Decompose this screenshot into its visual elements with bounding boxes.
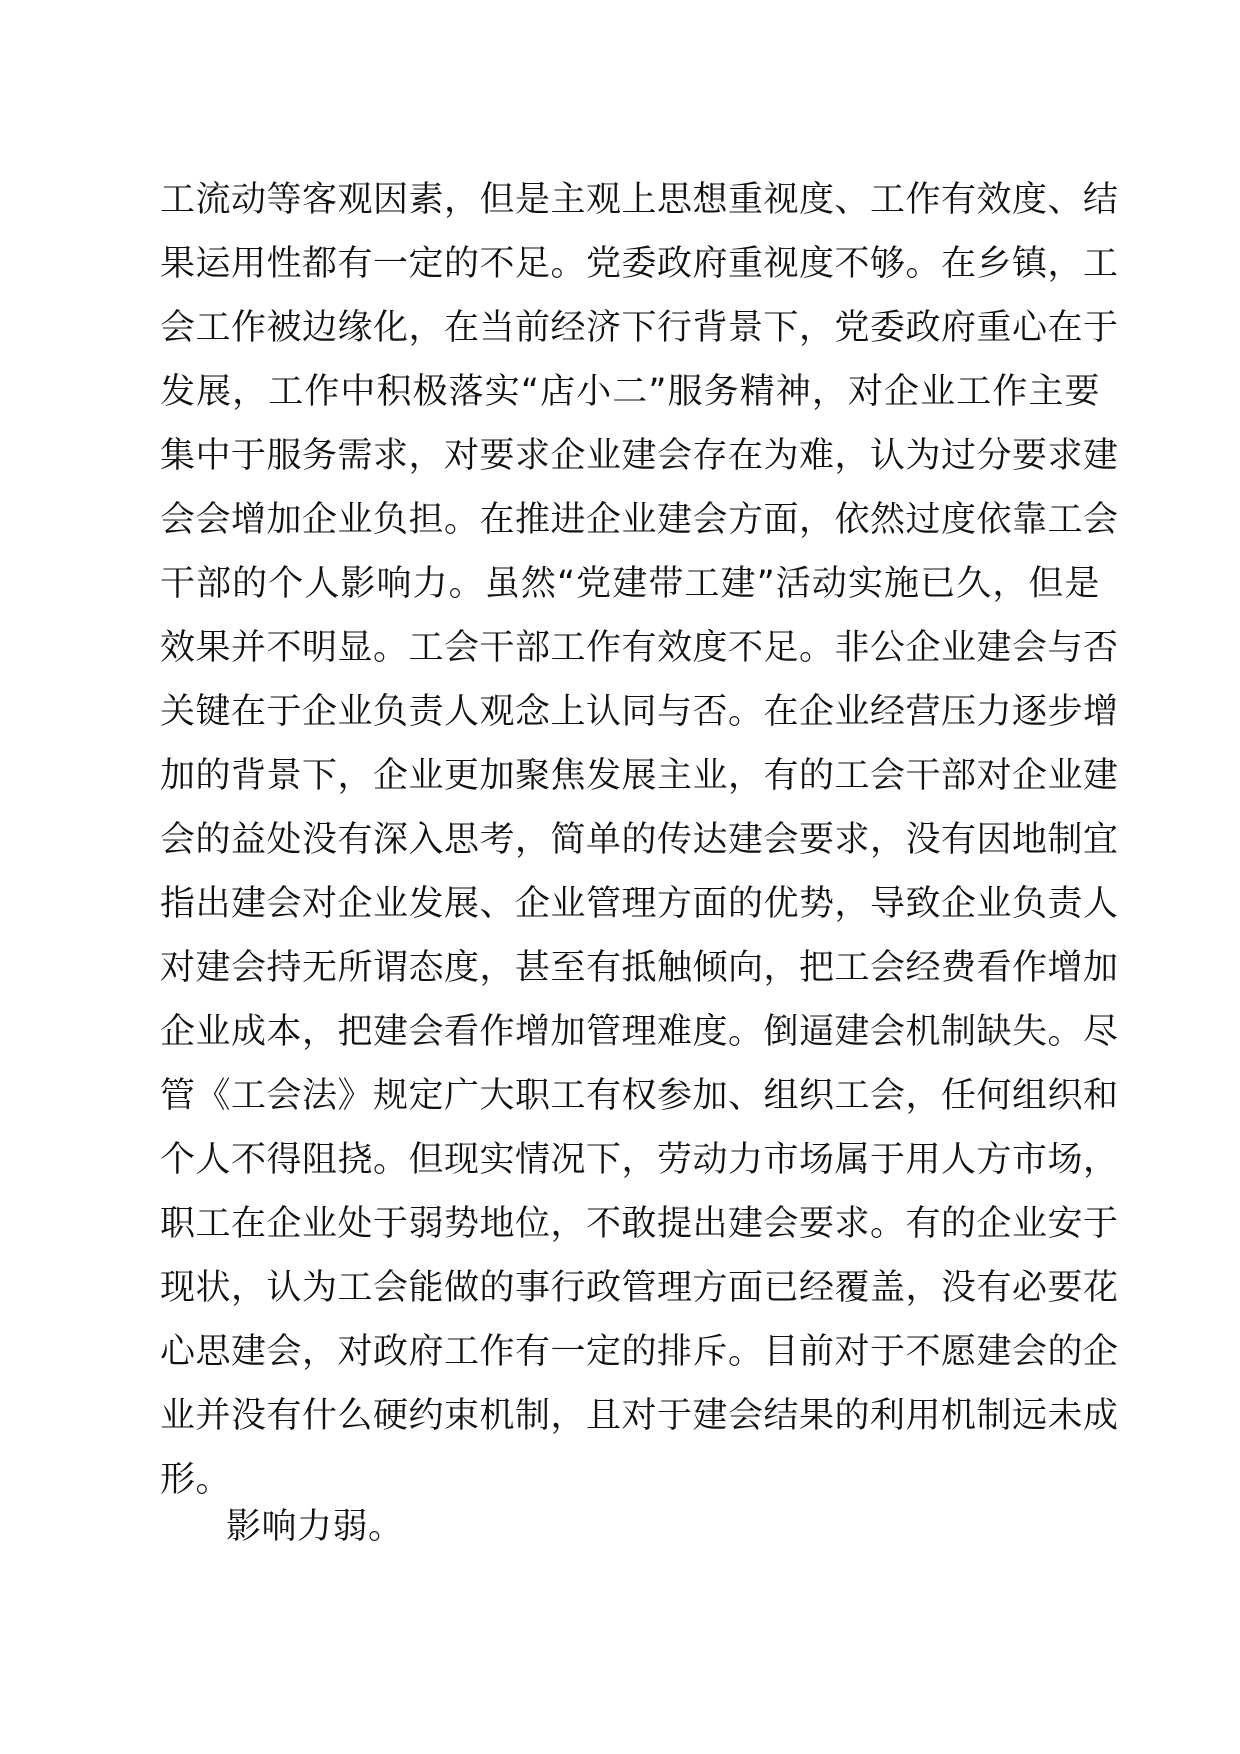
text-line: 个人不得阻挠。但现实情况下，劳动力市场属于用人方市场， bbox=[160, 1140, 1119, 1180]
text-line: 心思建会，对政府工作有一定的排斥。目前对于不愿建会的企 bbox=[160, 1332, 1119, 1372]
body-paragraph bbox=[160, 168, 1119, 1512]
text-line: 工流动等客观因素，但是主观上思想重视度、工作有效度、结 bbox=[160, 180, 1119, 220]
text-line: 业并没有什么硬约束机制，且对于建会结果的利用机制远未成 bbox=[160, 1396, 1119, 1436]
text-line: 企业成本，把建会看作增加管理难度。倒逼建会机制缺失。尽 bbox=[160, 1012, 1119, 1052]
text-line: 干部的个人影响力。虽然“党建带工建”活动实施已久，但是 bbox=[160, 564, 1100, 604]
text-line: 会工作被边缘化，在当前经济下行背景下，党委政府重心在于 bbox=[160, 308, 1119, 348]
text-line: 对建会持无所谓态度，甚至有抵触倾向，把工会经费看作增加 bbox=[160, 948, 1119, 988]
text-line: 形。 bbox=[160, 1460, 232, 1500]
text-line: 加的背景下，企业更加聚焦发展主业，有的工会干部对企业建 bbox=[160, 756, 1119, 796]
text-line: 集中于服务需求，对要求企业建会存在为难，认为过分要求建 bbox=[160, 436, 1119, 476]
text-line: 会的益处没有深入思考，简单的传达建会要求，没有因地制宜 bbox=[160, 820, 1119, 860]
section-paragraph: 影响力弱。 bbox=[226, 1507, 404, 1547]
text-line: 会会增加企业负担。在推进企业建会方面，依然过度依靠工会 bbox=[160, 500, 1119, 540]
text-line: 职工在企业处于弱势地位，不敢提出建会要求。有的企业安于 bbox=[160, 1204, 1119, 1244]
text-line: 指出建会对企业发展、企业管理方面的优势，导致企业负责人 bbox=[160, 884, 1119, 924]
text-line: 关键在于企业负责人观念上认同与否。在企业经营压力逐步增 bbox=[160, 692, 1119, 732]
text-line: 果运用性都有一定的不足。党委政府重视度不够。在乡镇，工 bbox=[160, 244, 1119, 284]
text-line: 效果并不明显。工会干部工作有效度不足。非公企业建会与否 bbox=[160, 628, 1119, 668]
text-line: 管《工会法》规定广大职工有权参加、组织工会，任何组织和 bbox=[160, 1076, 1119, 1116]
text-line: 现状，认为工会能做的事行政管理方面已经覆盖，没有必要花 bbox=[160, 1268, 1119, 1308]
text-line: 发展，工作中积极落实“店小二”服务精神，对企业工作主要 bbox=[160, 372, 1100, 412]
